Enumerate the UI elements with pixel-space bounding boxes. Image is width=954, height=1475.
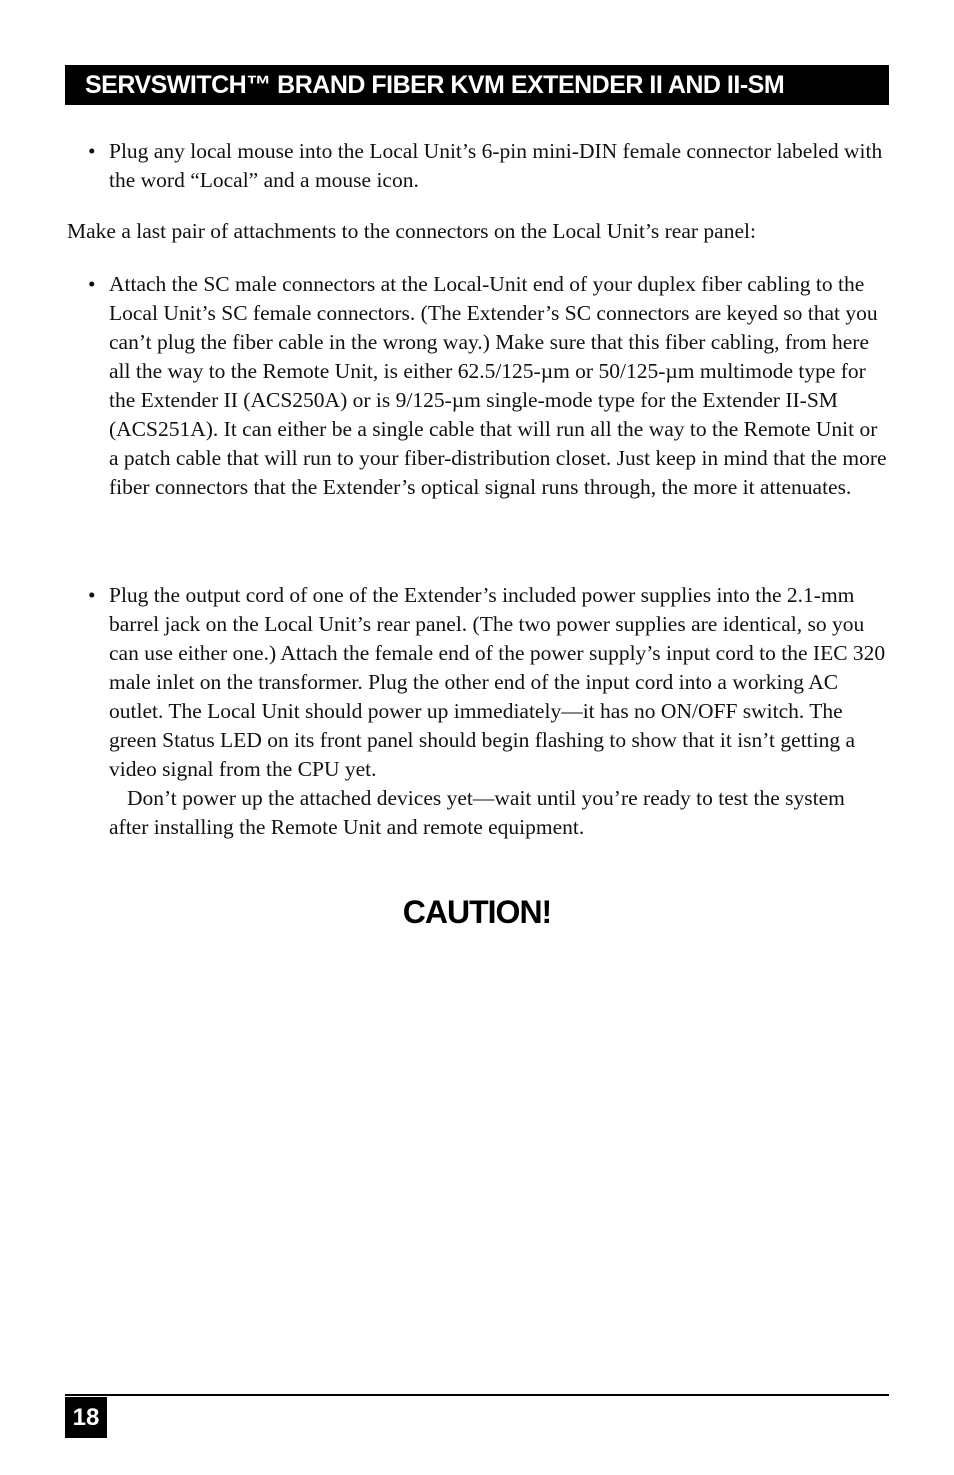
followup-paragraph: Don’t power up the attached devices yet—wait until you’re ready to test the system after installing the Remote Unit and remote equipment. (109, 786, 845, 839)
bullet-text: Plug any local mouse into the Local Unit’s 6-pin mini-DIN female connector labeled with the word “Local” and a mouse icon. (109, 139, 883, 192)
page-number: 18 (65, 1397, 107, 1438)
bullet-dot: • (88, 139, 96, 163)
bullet-item-fiber (88, 270, 888, 502)
bullet-text: Plug the output cord of one of the Extender’s included power supplies into the 2.1-mm barrel jack on the Local Unit’s rear panel. (The two power supplies are identical, so you can use either one.) Attach the female end of the power supply’s input cord to the IEC 320 male inlet on the transformer. Plug the other end of the input cord into a working AC outlet. The Local Unit should power up immediately—it has no ON/OFF switch. The green Status LED on its front panel should begin flashing to show that it isn’t getting a video signal from the CPU yet. (109, 583, 886, 781)
footer-divider (65, 1394, 889, 1396)
bullet-text: Attach the SC male connectors at the Local-Unit end of your duplex fiber cabling to the Local Unit’s SC female connectors. (The Extender’s SC connectors are keyed so that you can’t plug the fiber cable in the wrong way.) Make sure that this fiber cabling, from here all the way to the Remote Unit, is either 62.5/125-µm or 50/125-µm multimode type for the Extender II (ACS250A) or is 9/125-µm single-mode type for the Extender II-SM (ACS251A). It can either be a single cable that will run all the way to the Remote Unit or a patch cable that will run to your fiber-distribution closet. Just keep in mind that the more fiber connectors that the Extender’s optical signal runs through, the more it attenuates. (109, 272, 887, 499)
intro-paragraph: Make a last pair of attachments to the connectors on the Local Unit’s rear panel: (67, 219, 756, 243)
running-header: SERVSWITCH™ BRAND FIBER KVM EXTENDER II AND II-SM (65, 65, 889, 105)
bullet-dot: • (88, 272, 96, 296)
caution-heading: CAUTION! (402, 894, 552, 930)
bullet-dot: • (88, 583, 96, 607)
bullet-item-mouse (88, 137, 888, 195)
bullet-item-power (88, 581, 888, 842)
